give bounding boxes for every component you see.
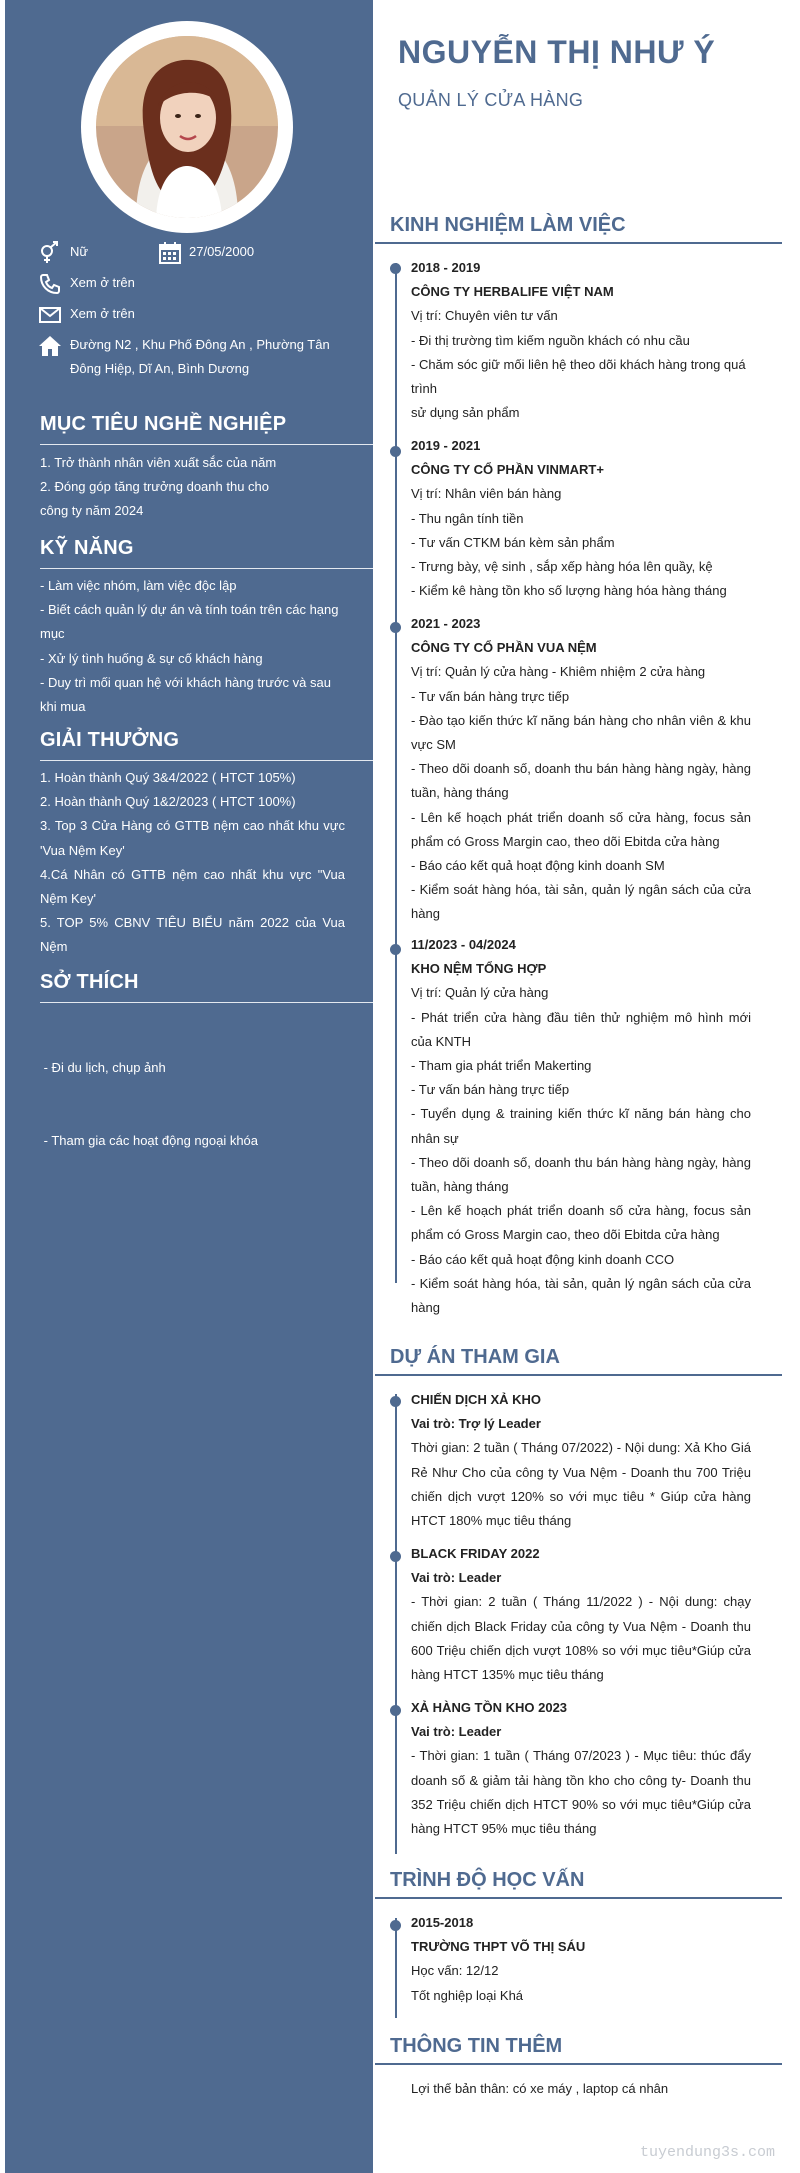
timeline-dot [390,446,401,457]
experience-line: - Lên kế hoạch phát triển doanh số cửa hàng, focus sản phẩm có Gross Margin cao, theo dõi Ebitda cửa hàng [411,809,751,849]
extra-title: THÔNG TIN THÊM [390,2035,563,2057]
experience-line: Vị trí: Chuyên viên tư vấn [411,308,558,324]
experience-line: - Theo dõi doanh số, doanh thu bán hàng hàng ngày, hàng tuần, hàng tháng [411,1154,751,1195]
objective-line: công ty năm 2024 [40,503,144,519]
project-name: XẢ HÀNG TỒN KHO 2023 [411,1700,568,1715]
email-value: Xem ở trên [70,306,135,321]
timeline-dot [390,1551,401,1562]
experience-line: - Tuyển dụng & training kiến thức kĩ năng bán hàng cho nhân sự [411,1106,751,1146]
experience-item [411,612,751,927]
hobby-line: - Tham gia các hoạt động ngoại khóa [40,1133,259,1149]
experience-line: - Đi thị trường tìm kiếm nguồn khách có nhu cầu [411,332,690,348]
experience-item [411,256,751,425]
projects-timeline [395,1394,397,1854]
projects-title: DỰ ÁN THAM GIA [390,1346,560,1368]
education-line: Học vấn: 12/12 [411,1963,499,1979]
experience-line: - Trưng bày, vệ sinh , sắp xếp hàng hóa lên quầy, kệ [411,559,713,575]
skill-line: - Biết cách quản lý dự án và tính toán trên các hạng mục [40,602,339,642]
mail-icon [38,303,62,327]
education-title: TRÌNH ĐỘ HỌC VẤN [390,1869,585,1891]
home-icon [38,334,62,358]
award-line: 4.Cá Nhân có GTTB nệm cao nhất khu vực "Vua Nệm Key' [40,866,345,907]
experience-line: - Kiểm soát hàng hóa, tài sản, quản lý ngân sách của cửa hàng [411,1275,751,1316]
award-line: 3. Top 3 Cửa Hàng có GTTB nệm cao nhất khu vực 'Vua Nệm Key' [40,818,345,858]
hobby-line: - Đi du lịch, chụp ảnh [40,1060,166,1076]
skill-line: - Duy trì mối quan hệ với khách hàng trước và sau khi mua [40,674,331,715]
experience-line: - Tư vấn bán hàng trực tiếp [411,688,570,704]
experience-line: - Tham gia phát triển Makerting [411,1058,592,1074]
skill-line: - Xử lý tình huống & sự cố khách hàng [40,650,263,666]
hobbies-text [40,1008,345,1202]
education-divider [375,1897,782,1899]
experience-title: KINH NGHIỆM LÀM VIỆC [390,214,626,236]
phone-icon [38,272,62,296]
experience-period: 11/2023 - 04/2024 [411,937,516,952]
gender-value: Nữ [70,244,89,259]
objective-line: 1. Trở thành nhân viên xuất sắc của năm [40,455,277,470]
experience-company: CÔNG TY CỔ PHẦN VUA NỆM [411,640,597,656]
experience-line: - Đào tạo kiến thức kĩ năng bán hàng cho nhân viên & khu vực SM [411,712,751,753]
experience-line: - Phát triển cửa hàng đầu tiên thử nghiệm mô hình mới của KNTH [411,1009,751,1049]
award-line: 1. Hoàn thành Quý 3&4/2022 ( HTCT 105%) [40,770,296,785]
experience-line: - Kiểm soát hàng hóa, tài sản, quản lý ngân sách của cửa hàng [411,882,751,922]
experience-line: - Kiểm kê hàng tồn kho số lượng hàng hóa hàng tháng [411,583,727,599]
project-name: BLACK FRIDAY 2022 [411,1546,540,1561]
calendar-icon [158,241,182,265]
projects-divider [375,1374,782,1376]
experience-line: - Báo cáo kết quả hoạt động kinh doanh SM [411,858,665,874]
project-role: Vai trò: Leader [411,1724,502,1740]
experience-item [411,434,751,603]
candidate-name: NGUYỄN THỊ NHƯ Ý [398,34,716,70]
hobbies-divider [40,1002,373,1003]
education-timeline [395,1918,397,2018]
education-school: TRƯỜNG THPT VÕ THỊ SÁU [411,1939,586,1955]
experience-company: CÔNG TY CỔ PHẦN VINMART+ [411,462,604,478]
experience-company: CÔNG TY HERBALIFE VIỆT NAM [411,284,614,300]
timeline-dot [390,1396,401,1407]
experience-line: - Thu ngân tính tiền [411,510,524,526]
avatar [96,36,278,218]
education-line: Tốt nghiệp loại Khá [411,1987,524,2003]
experience-company: KHO NỆM TỔNG HỢP [411,961,547,977]
hobbies-title: SỞ THÍCH [40,971,139,993]
award-line: 2. Hoàn thành Quý 1&2/2023 ( HTCT 100%) [40,794,296,810]
experience-line: - Lên kế hoạch phát triển doanh số cửa hàng, focus sản phẩm có Gross Margin cao, theo dõi Ebitda cửa hàng [411,1203,751,1243]
project-desc: - Thời gian: 1 tuần ( Tháng 07/2023 ) - Mục tiêu: thúc đẩy doanh số & giảm tải hàng tồn kho cho công ty- Doanh thu 352 Triệu chiến dịch HTCT 90% so với mục tiêu*Giúp cửa hàng HTCT 95% mục tiêu tháng [411,1748,751,1837]
timeline-dot [390,263,401,274]
experience-timeline [395,263,397,1283]
skill-line: - Làm việc nhóm, làm việc độc lập [40,578,237,593]
project-item [411,1388,751,1533]
skills-text [40,574,345,719]
objective-divider [40,444,373,445]
project-desc: - Thời gian: 2 tuần ( Tháng 11/2022 ) - Nội dung: chạy chiến dịch Black Friday của công ty Vua Nệm - Doanh thu 600 Triệu chiến dịch vượt 108% so với mục tiêu*Giúp cửa hàng HTCT 135% mục tiêu tháng [411,1594,751,1683]
address-value: Đường N2 , Khu Phố Đông An , Phường Tân Đông Hiệp, Dĩ An, Bình Dương [70,337,330,376]
candidate-role: QUẢN LÝ CỬA HÀNG [398,90,584,110]
experience-line: Vị trí: Quản lý cửa hàng [411,985,549,1001]
education-item [411,1911,751,2008]
experience-line: Vị trí: Quản lý cửa hàng - Khiêm nhiệm 2 cửa hàng [411,664,706,680]
experience-line: - Báo cáo kết quả hoạt động kinh doanh CCO [411,1251,675,1267]
extra-text: Lợi thế bản thân: có xe máy , laptop cá nhân [411,2081,669,2096]
awards-text [40,766,345,960]
experience-line: - Theo dõi doanh số, doanh thu bán hàng hàng ngày, hàng tuần, hàng tháng [411,761,751,801]
phone-value: Xem ở trên [70,275,135,290]
birthday-value: 27/05/2000 [189,244,255,259]
gender-icon [38,241,62,265]
experience-period: 2021 - 2023 [411,616,481,631]
objective-text [40,451,345,524]
project-desc: Thời gian: 2 tuần ( Tháng 07/2022) - Nội dung: Xả Kho Giá Rẻ Như Cho của công ty Vua Nệm - Doanh thu 700 Triệu chiến dịch vượt 120% so với mục tiêu * Giúp cửa hàng HTCT 180% mục tiêu tháng [411,1440,751,1529]
experience-period: 2018 - 2019 [411,260,481,275]
timeline-dot [390,944,401,955]
timeline-dot [390,1705,401,1716]
awards-divider [40,760,373,761]
experience-item [411,933,751,1320]
project-role: Vai trò: Leader [411,1570,502,1586]
timeline-dot [390,1920,401,1931]
project-item [411,1696,751,1841]
skills-divider [40,568,373,569]
experience-line: sử dụng sản phẩm [411,405,520,421]
project-item [411,1542,751,1687]
experience-line: - Tư vấn CTKM bán kèm sản phẩm [411,534,615,550]
project-role: Vai trò: Trợ lý Leader [411,1416,541,1432]
experience-period: 2019 - 2021 [411,438,481,453]
extra-divider [375,2063,782,2065]
experience-divider [375,242,782,244]
avatar-photo [96,36,278,218]
project-name: CHIẾN DỊCH XẢ KHO [411,1392,542,1407]
objective-title: MỤC TIÊU NGHỀ NGHIỆP [40,413,287,435]
experience-line: - Tư vấn bán hàng trực tiếp [411,1082,570,1098]
timeline-dot [390,622,401,633]
objective-line: 2. Đóng góp tăng trưởng doanh thu cho [40,479,270,495]
watermark: tuyendung3s.com [640,2144,776,2161]
experience-line: - Chăm sóc giữ mối liên hệ theo dõi khách hàng trong quá trình [411,356,746,397]
avatar-frame [81,21,293,233]
awards-title: GIẢI THƯỞNG [40,729,180,751]
experience-line: Vị trí: Nhân viên bán hàng [411,486,562,502]
sidebar [5,0,373,2173]
award-line: 5. TOP 5% CBNV TIÊU BIỂU năm 2022 của Vua Nệm [40,915,345,955]
education-period: 2015-2018 [411,1915,474,1930]
skills-title: KỸ NĂNG [40,537,134,559]
